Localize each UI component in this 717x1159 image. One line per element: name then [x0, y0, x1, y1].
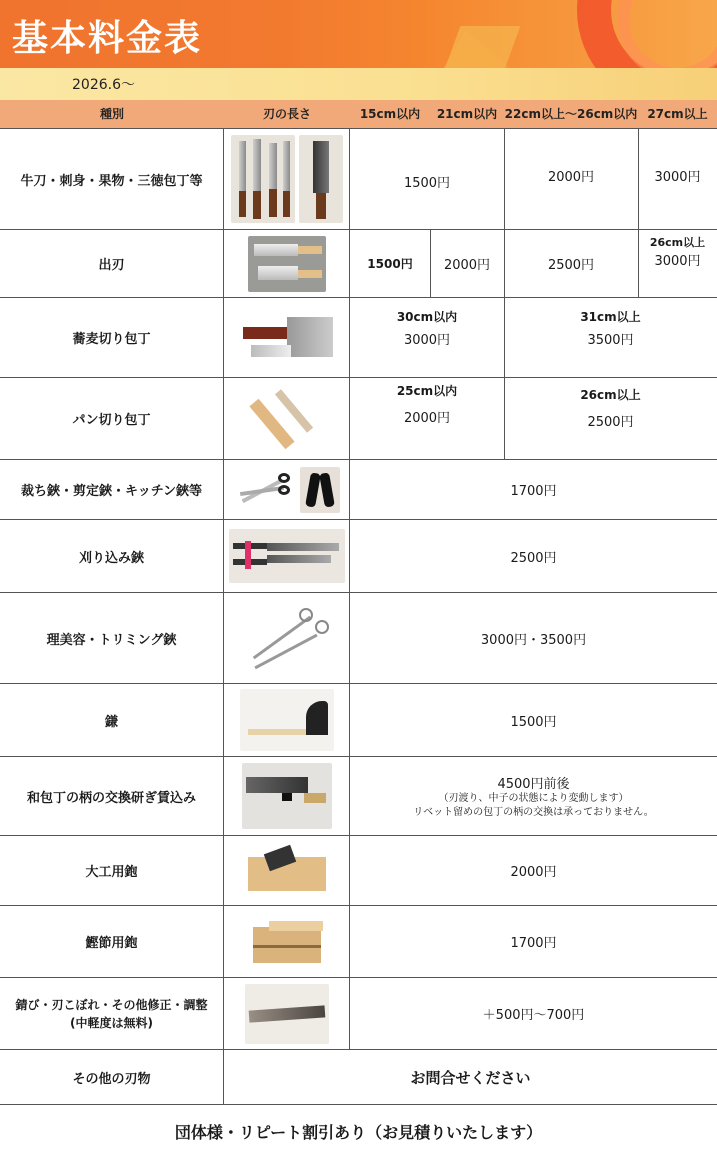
price-cell-right: [504, 298, 717, 377]
carpenter-plane-icon: [224, 836, 350, 905]
table-row: [0, 460, 717, 520]
table-row: [0, 836, 717, 906]
table-row: [0, 298, 717, 378]
row-name: パン切り包丁: [0, 378, 224, 459]
table-row: [0, 1050, 717, 1105]
price-cell: 2500円: [547, 258, 595, 273]
price-cell: 3000円・3500円: [480, 632, 587, 648]
price-cell: 2500円: [510, 550, 557, 566]
price-cell-27cm: [638, 230, 717, 297]
price-cell: 1500円: [367, 257, 413, 271]
price-cell: 3000円: [654, 169, 701, 185]
price-cell: 1700円: [510, 936, 557, 951]
price-value: 3000円: [403, 333, 451, 348]
price-value: 2500円: [587, 415, 634, 430]
column-header-row: [0, 100, 717, 128]
bread-knife-icon: [224, 378, 350, 459]
rusty-blade-icon: [224, 978, 350, 1049]
price-cell: [350, 757, 717, 835]
col-22-26cm: 22cm以上～26cm以内: [504, 107, 638, 121]
row-name: 牛刀・刺身・果物・三徳包丁等: [0, 129, 224, 229]
handle-replacement-icon: [224, 757, 350, 835]
decorative-ring-2: [617, 0, 717, 68]
price-cell-left: [350, 378, 504, 459]
price-table: [0, 128, 717, 1104]
table-row: [0, 129, 717, 230]
price-note: （刃渡り、中子の状態により変動します）: [438, 792, 629, 804]
col-category: 種別: [99, 107, 124, 121]
table-row: [0, 757, 717, 836]
length-label: 25cm以内: [396, 384, 458, 398]
length-label: 26cm以上: [649, 236, 706, 249]
hair-scissors-icon: [224, 593, 350, 683]
price-cell: 2000円: [443, 258, 491, 273]
price-value: 2000円: [403, 411, 451, 426]
row-name: 鰹節用鉋: [0, 906, 224, 977]
price-cell: お問合せください: [410, 1068, 531, 1087]
price-note: リベット留めの包丁の柄の交換は承っておりません。: [413, 806, 654, 818]
length-label: 30cm以内: [396, 310, 458, 324]
price-cell: 1500円: [403, 175, 451, 191]
length-label: 31cm以上: [580, 310, 641, 324]
price-cell-left: [350, 298, 504, 377]
col-blade-length: 刃の長さ: [262, 107, 311, 121]
row-name: 裁ち鋏・剪定鋏・キッチン鋏等: [0, 460, 224, 519]
table-row: [0, 978, 717, 1050]
price-value: 3500円: [587, 333, 634, 348]
table-row: [0, 906, 717, 978]
effective-date: 2026.6～: [72, 77, 135, 93]
price-cell: 2000円: [547, 169, 595, 185]
table-row: [0, 593, 717, 684]
row-name: 出刃: [0, 230, 224, 297]
row-name: 鎌: [0, 684, 224, 756]
col-15cm: 15cm以内: [359, 107, 421, 121]
row-name: 刈り込み鋏: [0, 520, 224, 592]
row-name: 理美容・トリミング鋏: [0, 593, 224, 683]
date-band: [0, 68, 717, 100]
table-row: [0, 684, 717, 757]
bonito-plane-icon: [224, 906, 350, 977]
row-name: 蕎麦切り包丁: [0, 298, 224, 377]
table-row: [0, 230, 717, 298]
header-banner: [0, 0, 717, 68]
row-name: 錆び・刃こぼれ・その他修正・調整 (中軽度は無料): [0, 978, 224, 1049]
hedge-shears-icon: [224, 520, 350, 592]
sickle-icon: [224, 684, 350, 756]
price-cell: ＋500円～700円: [482, 1008, 585, 1023]
price-value: 3000円: [654, 254, 701, 269]
price-cell: 2000円: [510, 865, 557, 880]
price-value: 4500円前後: [497, 776, 570, 792]
col-21cm: 21cm以内: [436, 107, 498, 121]
price-cell: 1700円: [510, 484, 557, 499]
price-cell-right: [504, 378, 717, 459]
row-name: その他の刃物: [0, 1050, 224, 1104]
row-name: 大工用鉋: [0, 836, 224, 905]
page-title: 基本料金表: [12, 18, 203, 59]
kitchen-knives-icon: [224, 129, 350, 229]
price-cell: 1500円: [510, 714, 557, 730]
table-row: [0, 520, 717, 593]
scissors-icon: [224, 460, 350, 519]
col-27cm: 27cm以上: [647, 107, 708, 121]
row-name: 和包丁の柄の交換研ぎ賃込み: [0, 757, 224, 835]
deba-knife-icon: [224, 230, 350, 297]
soba-knife-icon: [224, 298, 350, 377]
length-label: 26cm以上: [580, 388, 641, 402]
footer-note: 団体様・リピート割引あり（お見積りいたします）: [174, 1123, 543, 1142]
table-row: [0, 378, 717, 460]
